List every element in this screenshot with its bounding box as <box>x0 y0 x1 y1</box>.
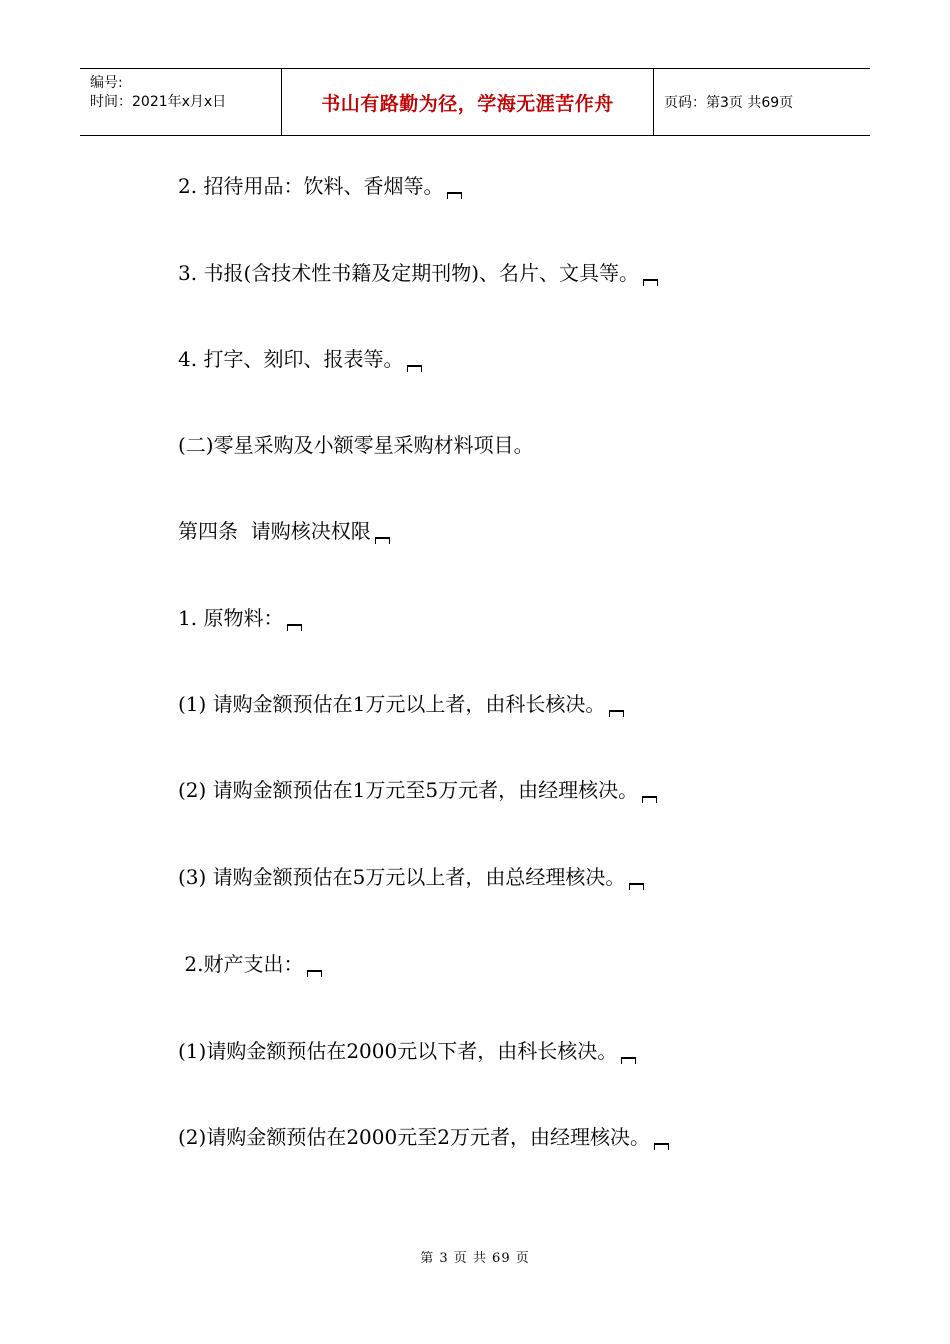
body-paragraph <box>178 1039 636 1064</box>
body-paragraph <box>178 692 624 717</box>
paragraph-text: 1. 原物料： <box>178 606 284 630</box>
body-paragraph <box>178 347 422 372</box>
date-label: 时间：2021年x月x日 <box>90 94 227 110</box>
number-label: 编号: <box>90 75 123 91</box>
paragraph-text: (二)零星采购及小额零星采购材料项目。 <box>178 433 534 457</box>
body-paragraph <box>178 952 322 977</box>
paragraph-text: (2) 请购金额预估在1万元至5万元者，由经理核决。 <box>178 778 639 802</box>
body-paragraph <box>178 778 657 803</box>
paragraph-mark-icon <box>375 537 390 544</box>
header-info-cell <box>80 69 282 135</box>
paragraph-mark-icon <box>287 624 302 631</box>
paragraph-text: (1) 请购金额预估在1万元以上者，由科长核决。 <box>178 692 606 716</box>
body-paragraph <box>178 865 644 890</box>
paragraph-mark-icon <box>621 1057 636 1064</box>
header-page-code: 页码：第3页 共69页 <box>664 95 794 111</box>
paragraph-mark-icon <box>629 883 644 890</box>
body-paragraph <box>178 1125 669 1150</box>
paragraph-text: (3) 请购金额预估在5万元以上者，由总经理核决。 <box>178 865 626 889</box>
section-heading <box>178 519 390 544</box>
body-paragraph <box>178 174 462 199</box>
header-motto: 书山有路勤为径，学海无涯苦作舟 <box>282 69 654 135</box>
paragraph-text: 4. 打字、刻印、报表等。 <box>178 347 404 371</box>
paragraph-mark-icon <box>609 710 624 717</box>
body-paragraph <box>178 261 658 286</box>
paragraph-text: (2)请购金额预估在2000元至2万元者，由经理核决。 <box>178 1125 650 1149</box>
paragraph-text: 2.财产支出： <box>178 952 304 976</box>
paragraph-text: 3. 书报(含技术性书籍及定期刊物)、名片、文具等。 <box>178 261 640 285</box>
document-header <box>80 68 870 136</box>
paragraph-mark-icon <box>654 1143 669 1150</box>
paragraph-mark-icon <box>407 365 422 372</box>
paragraph-mark-icon <box>447 192 462 199</box>
body-paragraph <box>178 606 302 631</box>
paragraph-mark-icon <box>307 970 322 977</box>
page-footer: 第 3 页 共 69 页 <box>420 1251 530 1266</box>
paragraph-text: 第四条 请购核决权限 <box>178 519 371 543</box>
body-paragraph <box>178 433 534 457</box>
paragraph-text: 2. 招待用品：饮料、香烟等。 <box>178 174 444 198</box>
paragraph-mark-icon <box>643 279 658 286</box>
paragraph-text: (1)请购金额预估在2000元以下者，由科长核决。 <box>178 1039 618 1063</box>
paragraph-mark-icon <box>642 796 657 803</box>
